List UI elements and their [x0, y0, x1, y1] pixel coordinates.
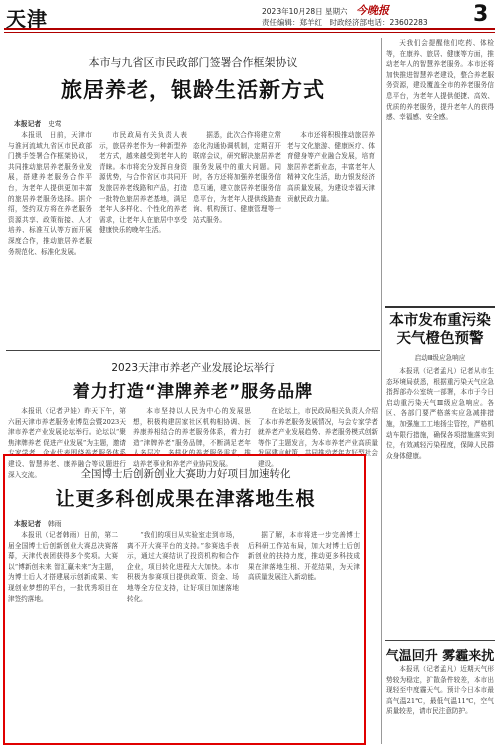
header-rule-thin — [4, 32, 495, 33]
sidebar-body — [386, 366, 494, 638]
article2-paragraph: 本市坚持以人民为中心的发展思想，积极构建居家社区机构相协调、医养康养相结合的养老服务体系，着力打造“津牌养老”服务品牌，不断满足老年人多层次、多样化的养老服务需求，推动养老事业和养老产业协同发展。 — [133, 407, 251, 468]
article1-headline: 旅居养老，银龄生活新方式 — [61, 78, 325, 102]
article1-paragraph: 据悉，此次合作将建立常态化沟通协调机制，定期召开联席会议，研究解决旅居养老服务发展中的重大问题。同时，各方还将加强养老服务信息互通，建立旅居养老服务信息平台，为老年人提供线路查询、机构预订、健康管理等一站式服务。 — [193, 131, 281, 224]
newspaper-logo: 今晚报 — [355, 4, 389, 17]
article2-col3 — [258, 406, 378, 468]
article1-paragraph: 市民政局有关负责人表示，旅居养老作为一种新型养老方式，越来越受到老年人的青睐。本市将充分发挥自身资源优势，与合作省区市共同开发旅居养老线路和产品，打造一批特色旅居养老基地，满足老年人多样化、个性化的养老需求，让老年人在旅居中享受健康快乐的晚年生活。 — [99, 131, 187, 235]
article3-paragraph: 本报讯（记者韩雨）日前，第二届全国博士后创新创业大赛总决赛落幕，天津代表团获得多个奖项。大赛以“博新创未来 智汇赢未来”为主题，为博士后人才搭建展示创新成果、实现创业梦想的平台，一批优秀项目在津签约落地。 — [8, 531, 118, 603]
article1-col4 — [287, 130, 375, 345]
article2-paragraph: 在论坛上，市民政局相关负责人介绍了本市养老服务发展情况，与会专家学者就养老产业发展趋势、养老服务模式创新等作了主题发言，为本市养老产业高质量发展建言献策，共同推动老年友好型社会建设。 — [258, 407, 378, 468]
header-rule — [4, 28, 495, 30]
weather-paragraph: 本报讯（记者孟凡）近期天气形势较为稳定，扩散条件较差，本市出现轻至中度霾天气。预计今日本市最高气温21℃，最低气温11℃，空气质量较差，请市民注意防护。 — [386, 665, 494, 716]
article1-paragraph: 本报讯 日前，天津市与淮河流域九省区市民政部门携手签署合作框架协议，共同推动旅居养老服务业发展，搭建养老服务合作平台，为老年人提供更加丰富的旅居养老服务选择。据介绍，签约双方将在养老服务资源共享、政策衔接、人才培养、标准互认等方面开展深度合作，推动旅居养老服务规范化、标准化发展。 — [8, 131, 92, 256]
byline-name: 史莺 — [47, 120, 62, 128]
byline-name: 韩雨 — [47, 520, 62, 528]
column-divider — [381, 38, 382, 744]
sidebar-paragraph: 本报讯（记者孟凡）记者从市生态环境局获悉，根据重污染天气应急指挥部办公室统一部署，本市于今日启动重污染天气Ⅲ级应急响应。各区、各部门要严格落实应急减排措施，加强施工工地扬尘管控，严格机动车限行措施，确保各项措施落实到位，有效减轻污染程度，保障人民群众身体健康。 — [386, 367, 494, 460]
article3-kicker: 全国博士后创新创业大赛助力好项目加速转化 — [80, 468, 291, 480]
divider — [6, 350, 380, 351]
sidebar-paragraph: 天我们会提醒他们吃药、体检等，在康养、旅居、健康等方面，推动老年人的智慧养老服务。本市还将加快推进智慧养老建设，整合养老服务资源，建设覆盖全市的养老服务信息平台，为老年人提供便捷、高效、优质的养老服务，提升老年人的获得感、幸福感、安全感。 — [386, 39, 494, 122]
article3-paragraph: “我们的项目从实验室走到市场，离不开大赛平台的支持。”参赛选手表示，通过大赛结识了投资机构和合作企业，项目转化进程大大加快。本市积极为参赛项目提供政策、资金、场地等全方位支持，让好项目加速落地转化。 — [127, 531, 239, 603]
editors-line: 责任编辑：郑羊红 时政经济部电话：23602283 — [262, 18, 428, 27]
article1-col3 — [193, 130, 281, 345]
page-number: 3 — [473, 2, 489, 27]
byline-label: 本报记者 — [14, 520, 42, 528]
sidebar-kicker: 启动Ⅲ级应急响应 — [414, 354, 466, 362]
article1-byline — [14, 118, 62, 128]
page-header — [0, 0, 499, 36]
header-info — [262, 5, 472, 28]
section-title: 天津 — [6, 7, 48, 31]
article2-headline: 着力打造“津牌养老”服务品牌 — [72, 382, 314, 402]
weather-body — [386, 664, 494, 744]
article2-kicker: 2023天津市养老产业发展论坛举行 — [111, 362, 275, 374]
divider — [385, 306, 495, 308]
article3-headline: 让更多科创成果在津落地生根 — [55, 488, 316, 510]
article2-paragraph: 本报讯（记者尹娃）昨天下午，第六届天津市养老服务业博览会暨2023天津市养老产业发展论坛举行。论坛以“聚焦津牌养老 促进产业发展”为主题，邀请专家学者、企业代表围绕养老服务体系建设、智慧养老、康养融合等议题进行深入交流。 — [8, 407, 126, 479]
article3-col1 — [8, 530, 118, 740]
article3-byline — [14, 518, 62, 528]
weather-headline: 气温回升 雾霾来扰 — [385, 649, 495, 664]
article3-col2 — [127, 530, 239, 740]
sidebar-top-text — [386, 38, 494, 300]
article1-paragraph: 本市还将积极推动旅居养老与文化旅游、健康医疗、体育健身等产业融合发展，培育旅居养老新业态，丰富老年人精神文化生活，助力银发经济高质量发展，为建设幸福天津贡献民政力量。 — [287, 131, 375, 203]
article1-col1 — [8, 130, 92, 345]
article1-kicker: 本市与九省区市民政部门签署合作框架协议 — [88, 56, 298, 69]
article3-paragraph: 据了解，本市将进一步完善博士后科研工作站布局，加大对博士后创新创业的扶持力度，推动更多科技成果在津落地生根、开花结果，为天津高质量发展注入新动能。 — [248, 531, 360, 582]
divider — [385, 640, 495, 641]
article2-col2 — [133, 406, 251, 468]
article3-col3 — [248, 530, 360, 740]
byline-label: 本报记者 — [14, 120, 42, 128]
issue-date: 2023年10月28日 星期六 — [262, 7, 348, 16]
sidebar-headline: 本市发布重污染天气橙色预警 — [389, 313, 491, 347]
article2-col1 — [8, 406, 126, 479]
article1-col2 — [99, 130, 187, 345]
